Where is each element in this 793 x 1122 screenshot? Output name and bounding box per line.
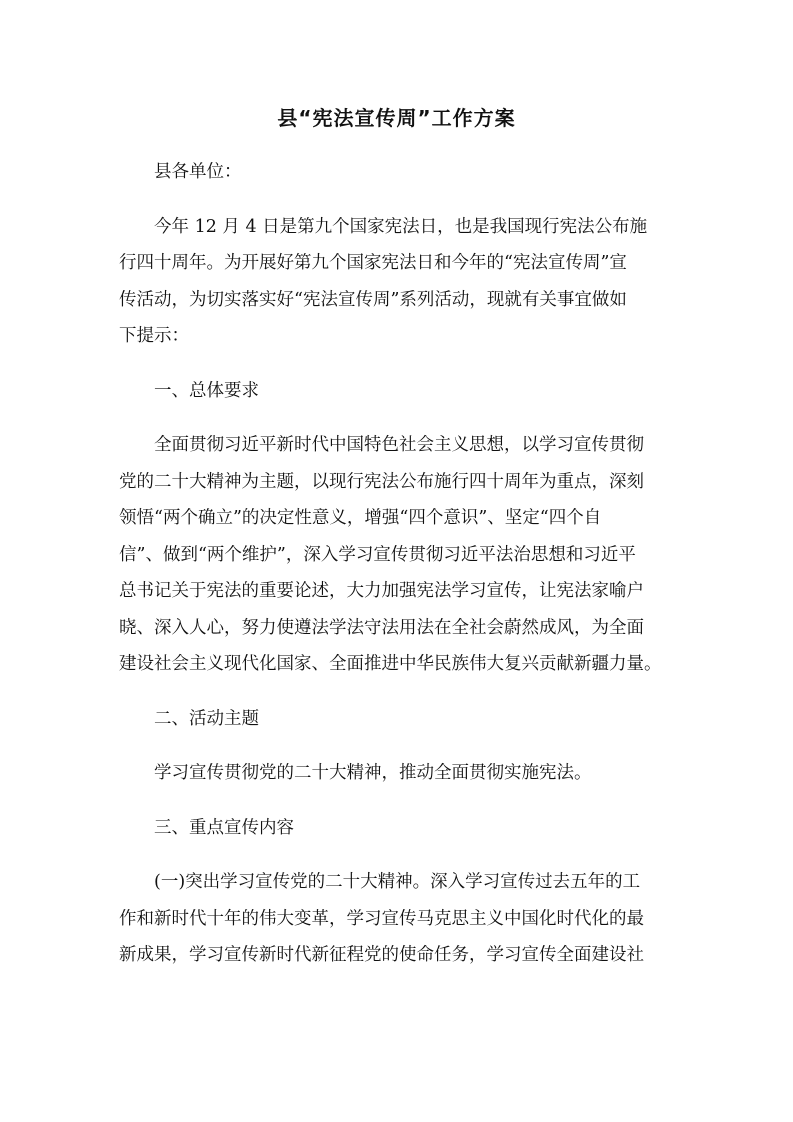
requirements-line: 党的二十大精神为主题，以现行宪法公布施行四十周年为重点，深刻 [119, 471, 644, 492]
requirements-line: 总书记关于宪法的重要论述，大力加强宪法学习宣传，让宪法家喻户 [119, 581, 644, 601]
intro-line: 今年 12 月 4 日是第九个国家宪法日，也是我国现行宪法公布施 [154, 216, 648, 237]
content-line: 作和新时代十年的伟大变革，学习宣传马克思主义中国化时代化的最 [119, 908, 644, 929]
document-body [119, 154, 695, 992]
content-line: (一)突出学习宣传党的二十大精神。深入学习宣传过去五年的工 [154, 872, 641, 892]
section-heading-theme: 二、活动主题 [154, 708, 259, 729]
intro-paragraph [119, 209, 695, 355]
content-paragraph [119, 864, 695, 974]
document-title: 县“宪法宣传周”工作方案 [277, 106, 516, 130]
theme-paragraph: 学习宣传贯彻党的二十大精神，推动全面贯彻实施宪法。 [154, 763, 592, 783]
section-heading-requirements: 一、总体要求 [154, 380, 259, 401]
requirements-line: 信”、做到“两个维护”，深入学习宣传贯彻习近平法治思想和习近平 [119, 544, 636, 565]
section-heading-content: 三、重点宣传内容 [154, 817, 294, 838]
requirements-line: 领悟“两个确立”的决定性意义，增强“四个意识”、坚定“四个自 [119, 508, 602, 528]
intro-line: 传活动，为切实落实好“宪法宣传周”系列活动，现就有关事宜做如 [119, 289, 627, 310]
requirements-line: 晓、深入人心，努力使遵法学法守法用法在全社会蔚然成风，为全面 [119, 617, 644, 638]
intro-line: 行四十周年。为开展好第九个国家宪法日和今年的“宪法宣传周”宣 [119, 253, 627, 273]
requirements-line: 全面贯彻习近平新时代中国特色社会主义思想，以学习宣传贯彻 [154, 435, 644, 455]
content-line: 新成果，学习宣传新时代新征程党的使命任务，学习宣传全面建设社 [119, 945, 644, 965]
requirements-paragraph [119, 427, 695, 683]
requirements-line: 建设社会主义现代化国家、全面推进中华民族伟大复兴贡献新疆力量。 [119, 654, 662, 674]
salutation: 县各单位： [154, 162, 242, 182]
intro-line: 下提示： [119, 326, 189, 346]
